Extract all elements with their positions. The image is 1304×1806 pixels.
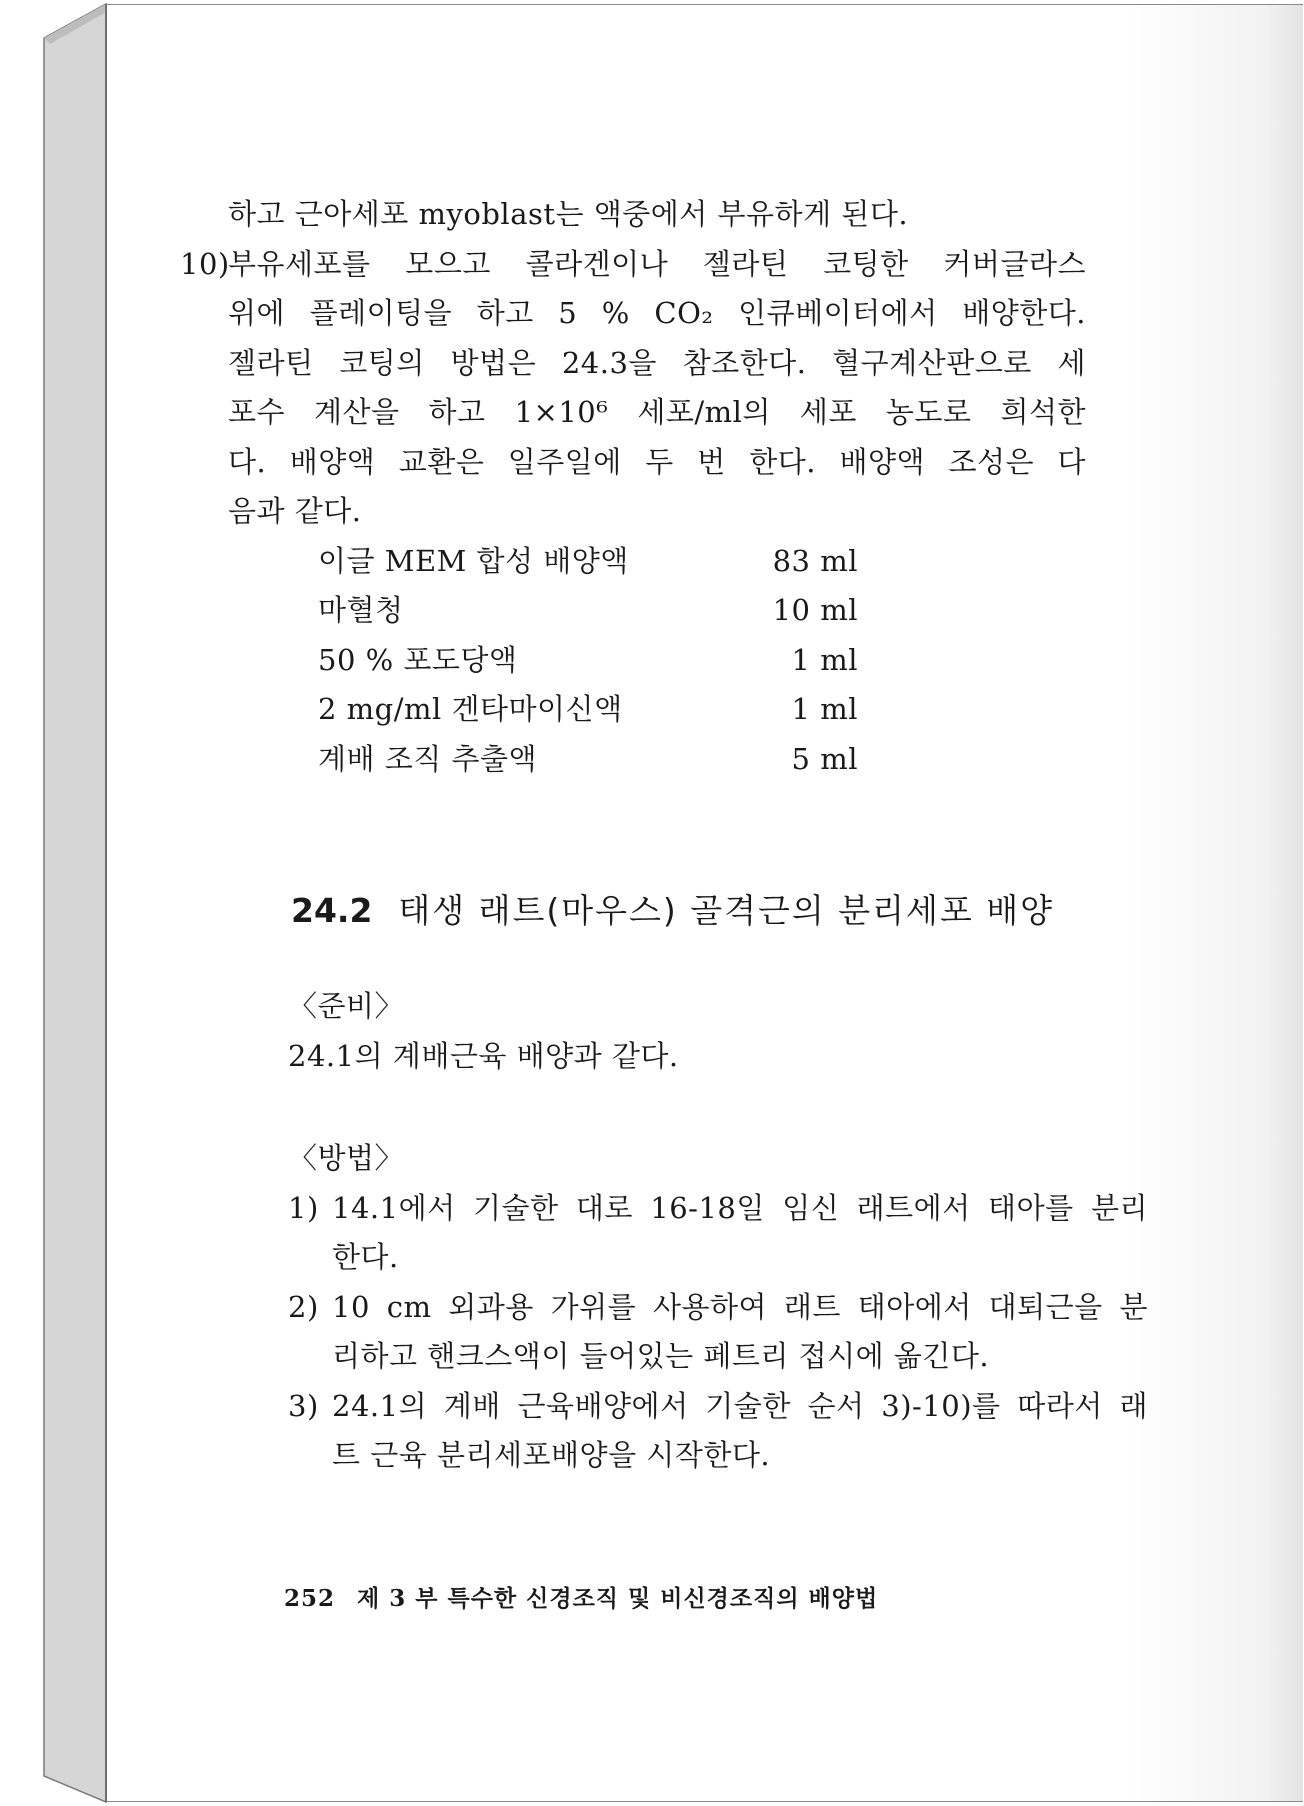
step-line: 10 cm 외과용 가위를 사용하여 래트 태아에서 대퇴근을 분 [332,1289,1148,1324]
item-line: 위에 플레이팅을 하고 5 % CO₂ 인큐베이터에서 배양한다. [228,296,1086,330]
recipe-amount: 1 ml [791,692,858,726]
item-line: 음과 같다. [228,494,362,528]
recipe-table [318,537,858,785]
recipe-amount: 5 ml [791,741,858,776]
prep-heading: 〈준비〉 [288,989,405,1023]
section-number: 24.2 [291,891,373,930]
item-line: 포수 계산을 하고 1×10⁶ 세포/ml의 세포 농도로 희석한 [228,395,1086,429]
continuation-line: 하고 근아세포 myoblast는 액중에서 부유하게 된다. [228,197,909,231]
recipe-row [318,586,858,636]
step-line: 24.1의 계배 근육배양에서 기술한 순서 3)-10)를 따라서 래 [332,1388,1148,1423]
step-text [332,1184,1148,1283]
step-number: 2) [288,1289,319,1324]
recipe-amount: 1 ml [791,642,858,677]
item-line: 젤라틴 코팅의 방법은 24.3을 참조한다. 혈구계산판으로 세 [228,345,1086,380]
item-number: 10) [180,246,230,281]
page-number: 252 [284,1585,336,1612]
method-step-1 [288,1184,1148,1283]
recipe-ingredient: 50 % 포도당액 [318,642,518,677]
section-title-text: 태생 래트(마우스) 골격근의 분리세포 배양 [398,891,1055,930]
recipe-ingredient: 2 mg/ml 겐타마이신액 [318,692,623,726]
step-line: 한다. [332,1240,399,1274]
recipe-ingredient: 계배 조직 추출액 [318,741,538,776]
method-block [288,1134,1148,1481]
section-heading [291,885,1054,932]
page-footer [284,1580,878,1613]
recipe-row [318,537,858,587]
step-number: 3) [288,1388,319,1423]
recipe-row [318,636,858,686]
step-text [332,1382,1148,1481]
recipe-amount: 83 ml [772,543,858,578]
page-body-top [180,190,1160,784]
method-step-2 [288,1283,1148,1382]
step-line: 트 근육 분리세포배양을 시작한다. [332,1438,771,1472]
step-line: 14.1에서 기술한 대로 16-18일 임신 래트에서 태아를 분리 [332,1190,1148,1225]
item-line: 다. 배양액 교환은 일주일에 두 번 한다. 배양액 조성은 다 [228,444,1086,479]
recipe-ingredient: 마혈청 [318,593,404,627]
item-line: 부유세포를 모으고 콜라겐이나 젤라틴 코팅한 커버글라스 [228,246,1086,281]
item-text [228,240,1086,785]
list-item-10 [180,240,1160,785]
method-heading: 〈방법〉 [288,1141,405,1175]
method-step-3 [288,1382,1148,1481]
prep-text: 24.1의 계배근육 배양과 같다. [288,1038,679,1073]
recipe-amount: 10 ml [772,593,858,627]
step-text [332,1283,1148,1382]
step-number: 1) [288,1190,319,1225]
recipe-row [318,735,858,785]
step-line: 리하고 핸크스액이 들어있는 페트리 접시에 옮긴다. [332,1339,990,1373]
recipe-ingredient: 이글 MEM 합성 배양액 [318,543,629,578]
recipe-row [318,685,858,735]
prep-block [288,982,1148,1081]
running-footer-text: 제 3 부 특수한 신경조직 및 비신경조직의 배양법 [357,1585,879,1612]
